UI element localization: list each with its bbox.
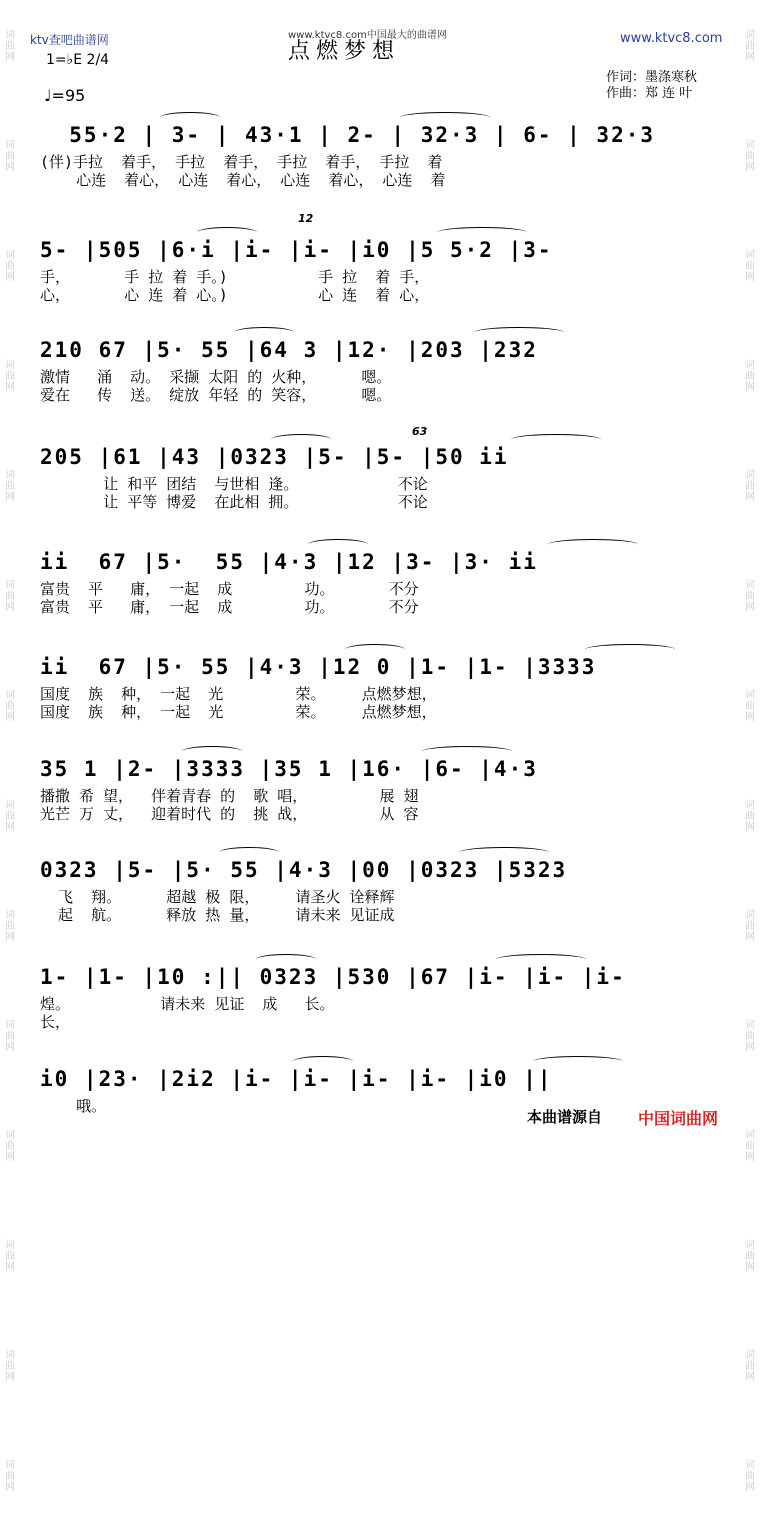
lyric-line-verse2: 让 平等 博爱 在此相 拥。 不论 — [40, 493, 428, 511]
lyric-line-verse2: 心， 心 连 着 心。) 心 连 着 心， — [40, 286, 430, 304]
lyric-line-verse2: 爱在 传 送。 绽放 年轻 的 笑容， 嗯。 — [40, 386, 392, 404]
slur-arc — [234, 327, 294, 338]
lyric-line-verse2: 心连 着心， 心连 着心， 心连 着心， 心连 着 — [40, 171, 446, 189]
lyric-line-verse2: 国度 族 种， 一起 光 荣。 点燃梦想， — [40, 703, 437, 721]
watermark-text: 词 曲 网 — [5, 140, 15, 173]
notation-line: 210 67 |5· 55 |64 3 |12· |203 |232 — [40, 338, 538, 362]
watermark-text: 词 曲 网 — [745, 250, 755, 283]
slur-arc — [271, 434, 331, 445]
lyric-line-verse2: 起 航。 释放 热 量， 请未来 见证成 — [40, 906, 395, 924]
left-watermark-strip — [0, 0, 20, 1493]
slur-arc — [400, 112, 490, 123]
slur-arc — [308, 539, 368, 550]
watermark-text: 词 曲 网 — [745, 1350, 755, 1383]
lyric-line-verse2: 长， — [40, 1013, 71, 1031]
notation-line: 55·2 | 3- | 43·1 | 2- | 32·3 | 6- | 32·3 — [40, 123, 656, 147]
credits — [606, 70, 697, 102]
watermark-text: 词 曲 网 — [5, 800, 15, 833]
lyricist-credit: 作词：墨涤寒秋 — [606, 70, 698, 85]
grace-note-ornament: 12 — [298, 212, 314, 225]
source-site: 中国词曲网 — [638, 1109, 719, 1128]
slur-arc — [160, 112, 220, 123]
lyric-line-verse1: 飞 翔。 超越 极 限， 请圣火 诠释辉 — [40, 888, 395, 906]
lyric-line-verse1: 播撒 希 望， 伴着青春 的 歌 唱， 展 翅 — [40, 787, 419, 805]
lyric-line-verse1: 激情 涌 动。 采撷 太阳 的 火种， 嗯。 — [40, 368, 392, 386]
slur-arc — [197, 227, 257, 238]
watermark-text: 词 曲 网 — [5, 910, 15, 943]
lyric-line-verse2: 光芒 万 丈， 迎着时代 的 挑 战， 从 容 — [40, 805, 419, 823]
notation-line: ii 67 |5· 55 |4·3 |12 0 |1- |1- |3333 — [40, 655, 597, 679]
slur-arc — [459, 847, 549, 858]
watermark-text: 词 曲 网 — [745, 140, 755, 173]
notation-line: i0 |23· |2i2 |i- |i- |i- |i- |i0 || — [40, 1067, 553, 1091]
key-signature: 1=♭E 2/4 — [46, 52, 110, 68]
slur-arc — [219, 847, 279, 858]
watermark-text: 词 曲 网 — [745, 470, 755, 503]
notation-line: ii 67 |5· 55 |4·3 |12 |3- |3· ii — [40, 550, 538, 574]
watermark-text: 词 曲 网 — [745, 1020, 755, 1053]
notation-line: 35 1 |2- |3333 |35 1 |16· |6- |4·3 — [40, 757, 538, 781]
slur-arc — [511, 434, 601, 445]
watermark-text: 词 曲 网 — [745, 30, 755, 63]
watermark-text: 词 曲 网 — [5, 250, 15, 283]
notation-line: 1- |1- |10 :|| 0323 |530 |67 |i- |i- |i- — [40, 965, 626, 989]
watermark-text: 词 曲 网 — [745, 690, 755, 723]
site-url-right: www.ktvc8.com — [620, 31, 723, 46]
watermark-text: 词 曲 网 — [5, 1240, 15, 1273]
lyric-line-verse1: (伴)手拉 着手， 手拉 着手， 手拉 着手， 手拉 着 — [40, 153, 443, 171]
notation-line: 205 |61 |43 |0323 |5- |5- |50 ii — [40, 445, 509, 469]
watermark-text: 词 曲 网 — [745, 800, 755, 833]
site-banner-center: www.ktvc8.com中国最大的曲谱网 — [288, 30, 447, 41]
watermark-text: 词 曲 网 — [745, 360, 755, 393]
source-label: 本曲谱源自 — [527, 1108, 603, 1126]
watermark-text: 词 曲 网 — [5, 1020, 15, 1053]
lyric-line-verse2: 富贵 平 庸， 一起 成 功。 不分 — [40, 598, 419, 616]
lyric-line-verse1: 煌。 请未来 见证 成 长。 — [40, 995, 335, 1013]
watermark-text: 词 曲 网 — [5, 580, 15, 613]
slur-arc — [437, 227, 527, 238]
slur-arc — [422, 746, 512, 757]
slur-arc — [533, 1056, 623, 1067]
slur-arc — [474, 327, 564, 338]
lyric-line-verse1: 手， 手 拉 着 手。) 手 拉 着 手， — [40, 268, 430, 286]
watermark-text: 词 曲 网 — [5, 360, 15, 393]
watermark-text: 词 曲 网 — [5, 470, 15, 503]
slur-arc — [256, 954, 316, 965]
site-name-left: ktv查吧曲谱网 — [30, 33, 109, 47]
right-watermark-strip — [740, 0, 760, 1493]
slur-arc — [293, 1056, 353, 1067]
watermark-text: 词 曲 网 — [745, 910, 755, 943]
lyric-line-verse1: 哦。 — [40, 1097, 107, 1115]
grace-note-ornament: 63 — [412, 425, 428, 438]
lyric-line-verse1: 国度 族 种， 一起 光 荣。 点燃梦想， — [40, 685, 437, 703]
lyric-line-verse1: 富贵 平 庸， 一起 成 功。 不分 — [40, 580, 419, 598]
slur-arc — [182, 746, 242, 757]
notation-line: 5- |505 |6·i |i- |i- |i0 |5 5·2 |3- — [40, 238, 553, 262]
watermark-text: 词 曲 网 — [5, 1130, 15, 1163]
watermark-text: 词 曲 网 — [745, 1130, 755, 1163]
slur-arc — [345, 644, 405, 655]
lyric-line-verse1: 让 和平 团结 与世相 逢。 不论 — [40, 475, 428, 493]
watermark-text: 词 曲 网 — [5, 690, 15, 723]
watermark-text: 词 曲 网 — [745, 1460, 755, 1493]
composer-credit: 作曲：郑 连 叶 — [606, 86, 693, 101]
slur-arc — [496, 954, 586, 965]
slur-arc — [548, 539, 638, 550]
watermark-text: 词 曲 网 — [745, 580, 755, 613]
tempo-marking: ♩=95 — [44, 86, 86, 105]
slur-arc — [585, 644, 675, 655]
watermark-text: 词 曲 网 — [5, 1460, 15, 1493]
watermark-text: 词 曲 网 — [5, 1350, 15, 1383]
watermark-text: 词 曲 网 — [745, 1240, 755, 1273]
watermark-text: 词 曲 网 — [5, 30, 15, 63]
song-title: 点燃梦想 — [288, 39, 401, 64]
notation-line: 0323 |5- |5· 55 |4·3 |00 |0323 |5323 — [40, 858, 568, 882]
